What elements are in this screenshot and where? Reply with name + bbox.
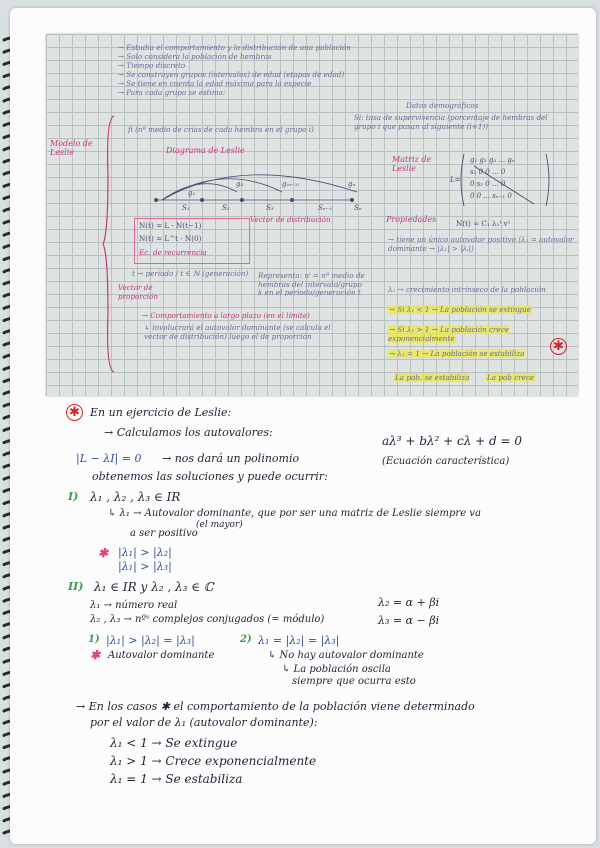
- pob-crece: La pob crece: [487, 373, 535, 382]
- leslie-matrix: [446, 150, 556, 214]
- svg-text:S₁: S₁: [182, 204, 190, 212]
- grid-notes-photo: [46, 34, 578, 396]
- header-line-2: → Solo considera la población de hembras: [118, 52, 272, 61]
- svg-text:S₂: S₂: [222, 204, 230, 212]
- case1-dominant: ↳ λ₁ → Autovalor dominante, que por ser una matriz de Leslie siempre va: [108, 508, 481, 519]
- conclusion-line-2: por el valor de λ₁ (autovalor dominante):: [90, 716, 318, 729]
- sub1-text: |λ₁| > |λ₂| = |λ₃|: [106, 634, 195, 647]
- determinant: |L − λI| = 0: [76, 452, 142, 465]
- recurrence-box: [134, 218, 250, 264]
- case2-text: λ₁ ∈ IR y λ₂ , λ₃ ∈ ℂ: [94, 580, 214, 594]
- red-asterisk-icon: ✱: [66, 404, 83, 421]
- header-line-6: → Para cada grupo se estima:: [118, 88, 226, 97]
- notebook-page: [10, 8, 596, 844]
- vector-proporcion: Vector de proporción: [118, 283, 159, 301]
- si-line: Si: tasa de supervivencia (porcentaje de hembras del grupo i que pasan al siguiente (i+1)): [354, 113, 548, 131]
- sub2-text: λ₁ = |λ₂| = |λ₃|: [258, 634, 340, 647]
- prop5: → λ₁ = 1 → La población se estabiliza: [389, 349, 525, 358]
- fi-line: fi (nº medio de crías de cada hembra en el grupo i): [128, 125, 314, 134]
- svg-text:g₁: g₁: [188, 189, 196, 197]
- case2-complex: λ₂ , λ₃ → nºˢ complejos conjugados (= módulo): [90, 614, 325, 625]
- pink-brace: [102, 114, 116, 374]
- prop3: → Si λ₁ < 1 → La población se extingue: [389, 305, 531, 314]
- result-grows: λ₁ > 1 → Crece exponencialmente: [110, 754, 317, 768]
- ecuacion-caracteristica: (Ecuación característica): [382, 456, 510, 467]
- pink-asterisk-icon: ✱: [98, 546, 109, 560]
- eq2: N(t) = L^t · N(0): [139, 234, 202, 243]
- vector-distribucion: Vector de distribución: [250, 215, 331, 224]
- sub2-res1: ↳ No hay autovalor dominante: [268, 650, 424, 661]
- case1-mayor: (el mayor): [196, 520, 243, 530]
- result-extinct: λ₁ < 1 → Se extingue: [110, 736, 238, 750]
- pink-asterisk-icon: ✱: [90, 648, 101, 662]
- periodo-line: t → período / t ∈ ℕ (generación): [132, 269, 249, 278]
- prop4: → Si λ₁ > 1 → La población crece exponencialmente: [388, 325, 510, 343]
- case1-ineq2: |λ₁| > |λ₃|: [118, 560, 172, 573]
- datos-demograficos: Datos demográficos: [406, 101, 479, 110]
- solutions-line: obtenemos las soluciones y puede ocurrir:: [92, 470, 328, 483]
- sub2-res2: ↳ La población oscila: [282, 664, 391, 675]
- case1-number: I): [68, 490, 79, 503]
- svg-text:g₃: g₃: [236, 180, 244, 188]
- propiedades: Propiedades: [386, 215, 437, 224]
- svg-text:g₁ g₂ g₃ ... gₙ: g₁ g₂ g₃ ... gₙ: [470, 156, 515, 164]
- prop2: λ₁ → crecimiento intrínseco de la población: [388, 285, 546, 294]
- case2-l3: λ₃ = α − βi: [378, 614, 440, 627]
- intro-line: En un ejercicio de Leslie:: [90, 406, 232, 419]
- ec-recurrencia: Ec. de recurrencia: [139, 248, 207, 257]
- calc-line: → Calculamos los autovalores:: [104, 426, 273, 439]
- det-tail: → nos dará un polinomio: [162, 452, 300, 465]
- svg-text:0 0 ... sₙ₋₁ 0: 0 0 ... sₙ₋₁ 0: [470, 192, 512, 200]
- case1-positive: a ser positivo: [130, 528, 198, 539]
- red-asterisk-icon: ✱: [550, 338, 567, 355]
- representa-line: Representa: nⁱ = nº medio de hembras del intervalo/grupo k en el período/generación t: [258, 271, 365, 297]
- comportamiento-line: → Comportamiento a largo plazo (en el límite): [142, 311, 310, 320]
- sub2-res3: siempre que ocurra esto: [292, 676, 416, 687]
- result-stable: λ₁ = 1 → Se estabiliza: [110, 772, 243, 786]
- autovalor-line: ↳ involucrará el autovalor dominante (se calcula el vector de distribución) luego el de proporción: [144, 323, 331, 341]
- eq1: N(t) = L · N(t−1): [139, 221, 202, 230]
- conclusion-line-1: → En los casos ✱ el comportamiento de la población viene determinado: [76, 700, 475, 713]
- svg-text:g₍ₙ₋₁₎: g₍ₙ₋₁₎: [282, 180, 300, 188]
- svg-text:Sₙ: Sₙ: [354, 204, 362, 212]
- prop1: → tiene un único autovalor positivo (λ₁ = autovalor dominante → |λ₁| > |λᵢ|): [388, 235, 574, 253]
- polynomial: aλ³ + bλ² + cλ + d = 0: [382, 434, 523, 448]
- svg-text:L=: L=: [450, 176, 461, 184]
- svg-text:s₁ 0 0 ... 0: s₁ 0 0 ... 0: [470, 168, 506, 176]
- case1-ineq1: |λ₁| > |λ₂|: [118, 546, 172, 559]
- sub1-number: 1): [88, 634, 100, 645]
- sub1-result: Autovalor dominante: [108, 650, 215, 661]
- modelo-leslie-label: Modelo de Leslie: [50, 139, 93, 157]
- header-line-5: → Se tiene en cuenta la edad máxima para la especie: [118, 79, 312, 88]
- diagrama-leslie: Diagrama de Leslie: [166, 146, 245, 155]
- header-line-4: → Se construyen grupos (intervalos) de edad (etapas de edad): [118, 70, 345, 79]
- svg-text:S₃: S₃: [266, 204, 274, 212]
- svg-text:gₙ: gₙ: [348, 180, 356, 188]
- sub2-number: 2): [240, 634, 252, 645]
- header-line-1: → Estudia el comportamiento y la distribución de una población: [118, 43, 351, 52]
- svg-text:0 s₂ 0 ... 0: 0 s₂ 0 ... 0: [470, 180, 506, 188]
- case2-number: II): [68, 580, 84, 593]
- prop-eq: N(t) ≃ C₁ λ₁ᵗ v¹: [456, 219, 511, 228]
- case2-l2: λ₂ = α + βi: [378, 596, 440, 609]
- proporcion: La pob. se estabiliza: [395, 373, 470, 382]
- header-line-3: → Tiempo discreto: [118, 61, 186, 70]
- case1-text: λ₁ , λ₂ , λ₃ ∈ IR: [90, 490, 181, 504]
- case2-real: λ₁ → número real: [90, 600, 178, 611]
- leslie-diagram: [142, 164, 372, 214]
- svg-text:Sₙ₋₁: Sₙ₋₁: [318, 204, 333, 212]
- matriz-leslie: Matriz de Leslie: [392, 155, 432, 173]
